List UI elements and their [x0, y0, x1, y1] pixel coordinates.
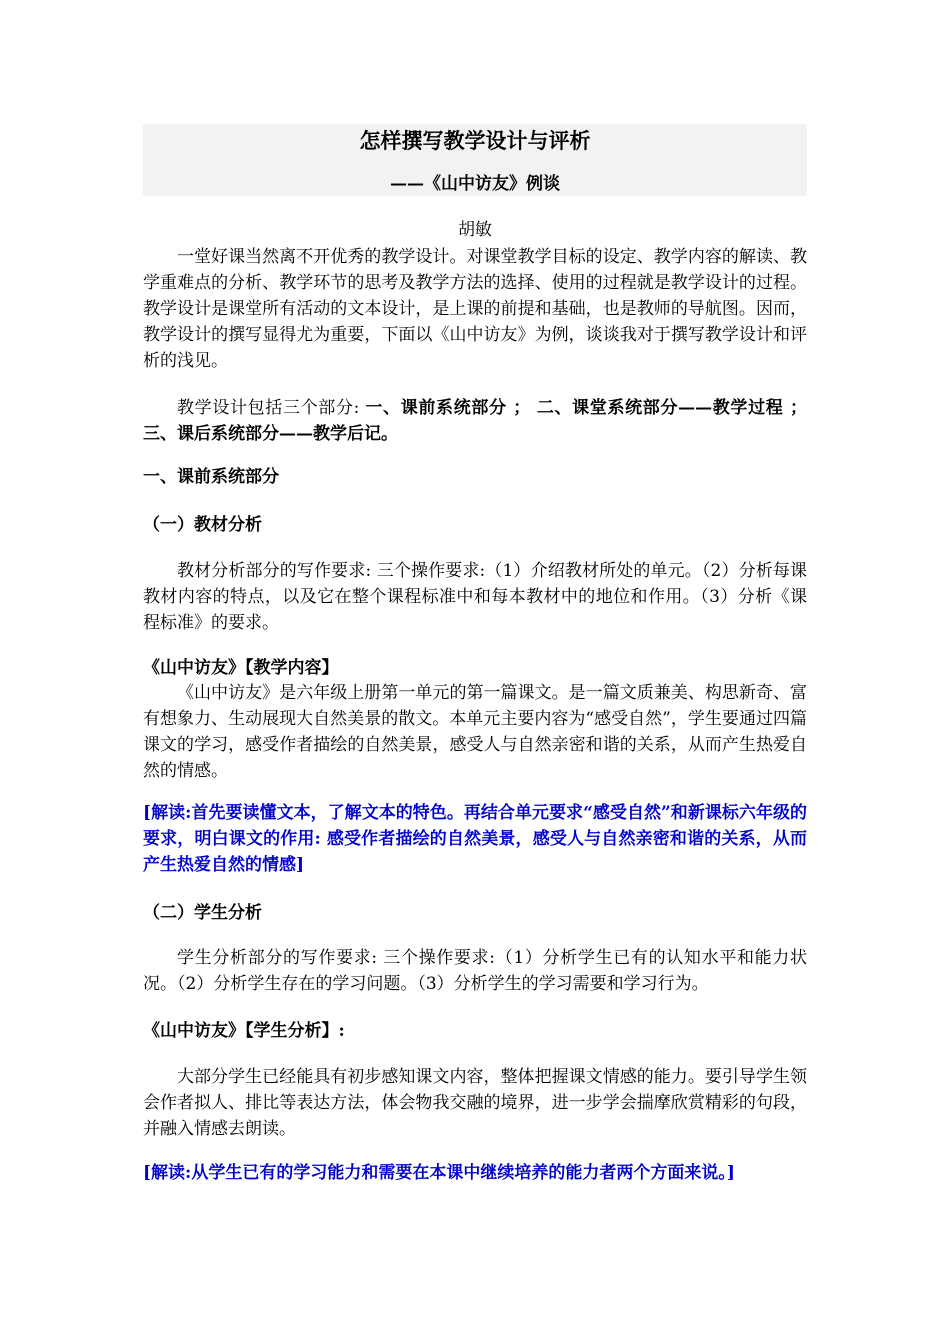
intro-paragraph: 一堂好课当然离不开优秀的教学设计。对课堂教学目标的设定、教学内容的解读、教学重难点的分析、教学环节的思考及教学方法的选择、使用的过程就是教学设计的过程。教学设计是课堂所有活动的文本设计，是上课的前提和基础，也是教师的导航图。因而，教学设计的撰写显得尤为重要，下面以《山中访友》为例，谈谈我对于撰写教学设计和评析的浅见。	[143, 247, 807, 371]
teaching-content-paragraph: 《山中访友》是六年级上册第一单元的第一篇课文。是一篇文质兼美、构思新奇、富有想象力、生动展现大自然美景的散文。本单元主要内容为“感受自然”，学生要通过四篇课文的学习，感受作者描绘的自然美景，感受人与自然亲密和谐的关系，从而产生热爱自然的情感。	[143, 683, 807, 781]
textbook-requirements: 教材分析部分的写作要求: 三个操作要求:（1）介绍教材所处的单元。（2）分析每课教材内容的特点，以及它在整个课程标准中和每本教材中的地位和作用。（3）分析《课程标准》的要求。	[143, 561, 807, 633]
document-subtitle: ——《山中访友》例谈	[390, 174, 560, 194]
parts-paragraph	[143, 395, 807, 447]
student-analysis-paragraph: 大部分学生已经能具有初步感知课文内容，整体把握课文情感的能力。要引导学生领会作者拟人、排比等表达方法，体会物我交融的境界，进一步学会揣摩欣赏精彩的句段，并融入情感去朗读。	[143, 1067, 807, 1139]
subsection-heading-students: （二）学生分析	[143, 903, 262, 923]
parts-list: 一、课前系统部分 ； 二、课堂系统部分——教学过程 ； 三、课后系统部分——教学后记。	[143, 398, 807, 444]
student-interpretation-note: [解读:从学生已有的学习能力和需要在本课中继续培养的能力者两个方面来说。]	[143, 1163, 735, 1183]
teaching-content-label: 《山中访友》【教学内容】	[143, 658, 339, 678]
document-title: 怎样撰写教学设计与评析	[359, 128, 591, 153]
author-name: 胡敏	[458, 220, 492, 240]
interpretation-note: [解读:首先要读懂文本，了解文本的特色。再结合单元要求“感受自然”和新课标六年级的要求，明白课文的作用: 感受作者描绘的自然美景，感受人与自然亲密和谐的关系，从而产生热爱自然的情感]	[143, 803, 807, 875]
section-heading: 一、课前系统部分	[143, 467, 279, 487]
student-analysis-label: 《山中访友》【学生分析】:	[143, 1021, 345, 1041]
student-requirements: 学生分析部分的写作要求: 三个操作要求:（1）分析学生已有的认知水平和能力状况。（2）分析学生存在的学习问题。（3）分析学生的学习需要和学习行为。	[143, 948, 807, 994]
parts-lead: 教学设计包括三个部分:	[177, 398, 366, 418]
subsection-heading: （一）教材分析	[143, 515, 262, 535]
